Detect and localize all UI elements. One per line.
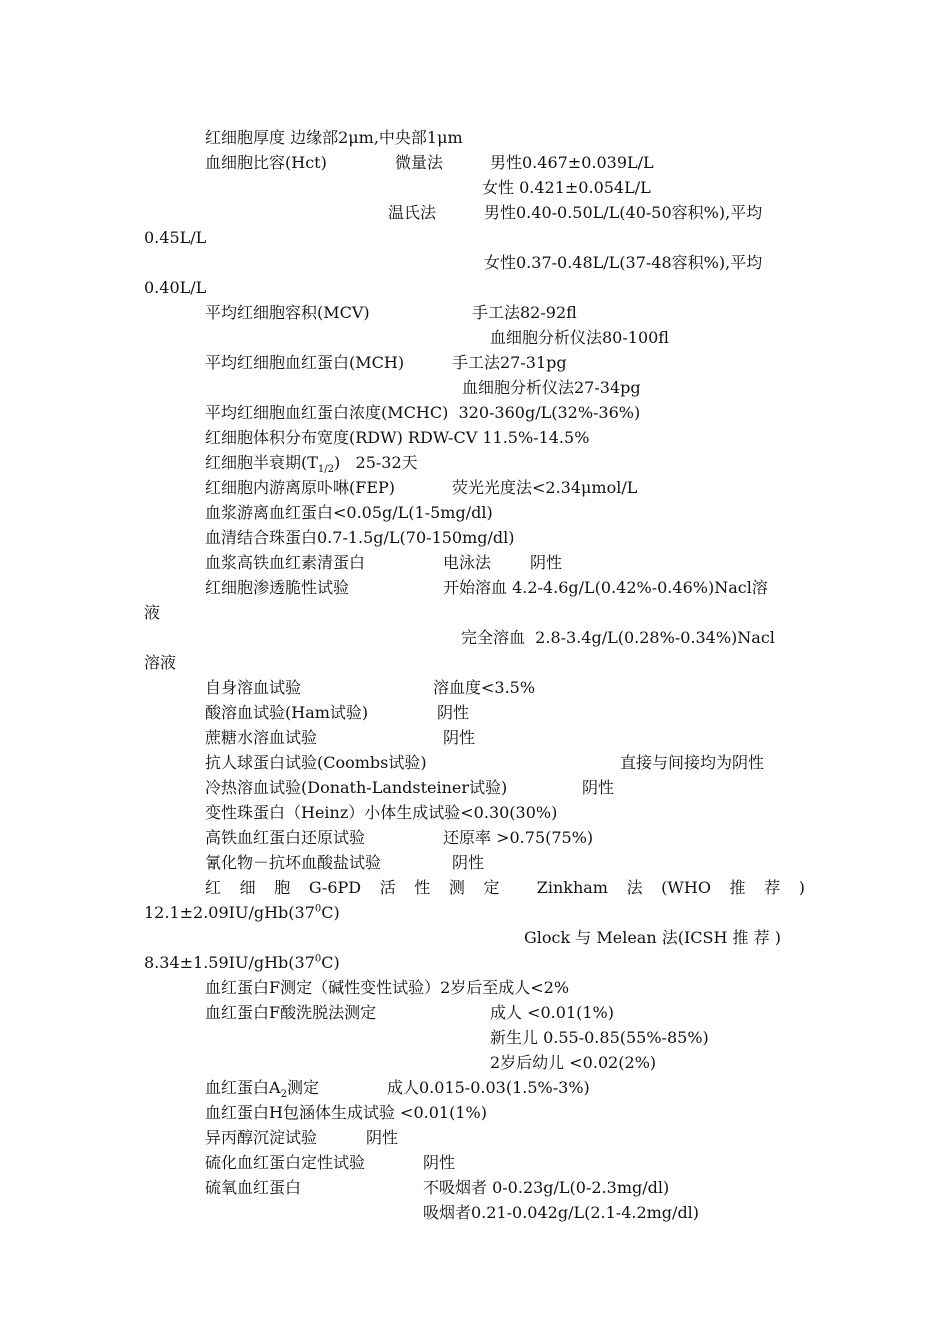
text-line: 红细胞渗透脆性试验 — [205, 578, 350, 597]
text-line: 异丙醇沉淀试验 — [205, 1128, 318, 1147]
text-line: 2岁后幼儿 <0.02(2%) — [490, 1053, 657, 1072]
justified-text-line: 红 细 胞 G-6PD 活 性 测 定 Zinkham 法 (WHO 推 荐 ) — [205, 878, 805, 897]
text-line: 阴性 — [530, 553, 563, 572]
text-line: 成人0.015-0.03(1.5%-3%) — [387, 1078, 590, 1097]
text-line: 氰化物－抗坏血酸盐试验 — [205, 853, 382, 872]
text-line: 男性0.40-0.50L/L(40-50容积%),平均 — [484, 203, 763, 222]
text-line: 直接与间接均为阴性 — [620, 753, 765, 772]
text-line: 蔗糖水溶血试验 — [205, 728, 318, 747]
text-line: 阴性 — [582, 778, 615, 797]
text-line: 阴性 — [437, 703, 470, 722]
text-line: 男性0.467±0.039L/L — [490, 153, 654, 172]
text-line: 溶血度<3.5% — [433, 678, 536, 697]
text-line: 温氏法 — [388, 203, 437, 222]
text-line: 红细胞内游离原卟啉(FEP) — [205, 478, 396, 497]
text-line: 血浆游离血红蛋白<0.05g/L(1-5mg/dl) — [205, 503, 493, 522]
text-line: 阴性 — [452, 853, 485, 872]
text-line: 平均红细胞血红蛋白(MCH) — [205, 353, 405, 372]
text-line: 手工法27-31pg — [452, 353, 567, 372]
text-line: 女性 0.421±0.054L/L — [482, 178, 651, 197]
text-line: 完全溶血 2.8-3.4g/L(0.28%-0.34%)Nacl — [461, 628, 775, 647]
text-line: 微量法 — [395, 153, 444, 172]
text-line: 平均红细胞血红蛋白浓度(MCHC) 320-360g/L(32%-36%) — [205, 403, 641, 422]
text-line: 红细胞体积分布宽度(RDW) RDW-CV 11.5%-14.5% — [205, 428, 590, 447]
text-line: 血浆高铁血红素清蛋白 — [205, 553, 366, 572]
text-line: 液 — [144, 603, 161, 622]
text-line: 阴性 — [366, 1128, 399, 1147]
text-line: 开始溶血 4.2-4.6g/L(0.42%-0.46%)Nacl溶 — [443, 578, 768, 597]
text-line: 0.40L/L — [144, 278, 207, 297]
text-line: 吸烟者0.21-0.042g/L(2.1-4.2mg/dl) — [423, 1203, 700, 1222]
text-line: 血红蛋白F测定（碱性变性试验）2岁后至成人<2% — [205, 978, 570, 997]
text-line: 血红蛋白H包涵体生成试验 <0.01(1%) — [205, 1103, 487, 1122]
text-line: 酸溶血试验(Ham试验) — [205, 703, 369, 722]
text-line: 红细胞厚度 边缘部2μm,中央部1μm — [205, 128, 463, 147]
text-line: 0.45L/L — [144, 228, 207, 247]
text-line: 高铁血红蛋白还原试验 — [205, 828, 366, 847]
text-line: 硫化血红蛋白定性试验 — [205, 1153, 366, 1172]
text-line: 电泳法 — [443, 553, 492, 572]
text-line: 成人 <0.01(1%) — [490, 1003, 614, 1022]
text-line: $12.1\pm 2.09IU/gHb(37^0C)$ — [144, 903, 340, 922]
text-line: 女性0.37-0.48L/L(37-48容积%),平均 — [484, 253, 763, 272]
text-line: 硫氧血红蛋白 — [205, 1178, 302, 1197]
text-line: 自身溶血试验 — [205, 678, 302, 697]
text-line: 溶液 — [144, 653, 177, 672]
text-line: 变性珠蛋白（Heinz）小体生成试验<0.30(30%) — [205, 803, 558, 822]
text-line: 阴性 — [423, 1153, 456, 1172]
text-line: 新生儿 0.55-0.85(55%-85%) — [490, 1028, 709, 1047]
text-line: 红细胞半衰期$(T_{1/2})$ 25-32天 — [205, 453, 418, 476]
text-line: 冷热溶血试验(Donath-Landsteiner试验) — [205, 778, 508, 797]
text-line: $8.34\pm 1.59IU/gHb(37^0C)$ — [144, 953, 340, 972]
text-line: 手工法82-92fl — [472, 303, 577, 322]
text-line: 还原率 >0.75(75%) — [443, 828, 594, 847]
text-line: 血细胞比容(Hct) — [205, 153, 327, 172]
text-line: 荧光光度法<2.34μmol/L — [452, 478, 638, 497]
text-line: 血清结合珠蛋白0.7-1.5g/L(70-150mg/dl) — [205, 528, 515, 547]
text-line: 抗人球蛋白试验(Coombs试验) — [205, 753, 427, 772]
text-line: 血红蛋白$A_2$测定 — [205, 1078, 319, 1101]
text-line: 血细胞分析仪法27-34pg — [462, 378, 641, 397]
text-line: 血细胞分析仪法80-100fl — [490, 328, 669, 347]
text-line: Glock 与 Melean 法(ICSH 推 荐 ) — [524, 928, 781, 947]
text-line: 血红蛋白F酸洗脱法测定 — [205, 1003, 377, 1022]
text-line: 阴性 — [443, 728, 476, 747]
text-line: 不吸烟者 0-0.23g/L(0-2.3mg/dl) — [423, 1178, 670, 1197]
text-line: 平均红细胞容积(MCV) — [205, 303, 370, 322]
